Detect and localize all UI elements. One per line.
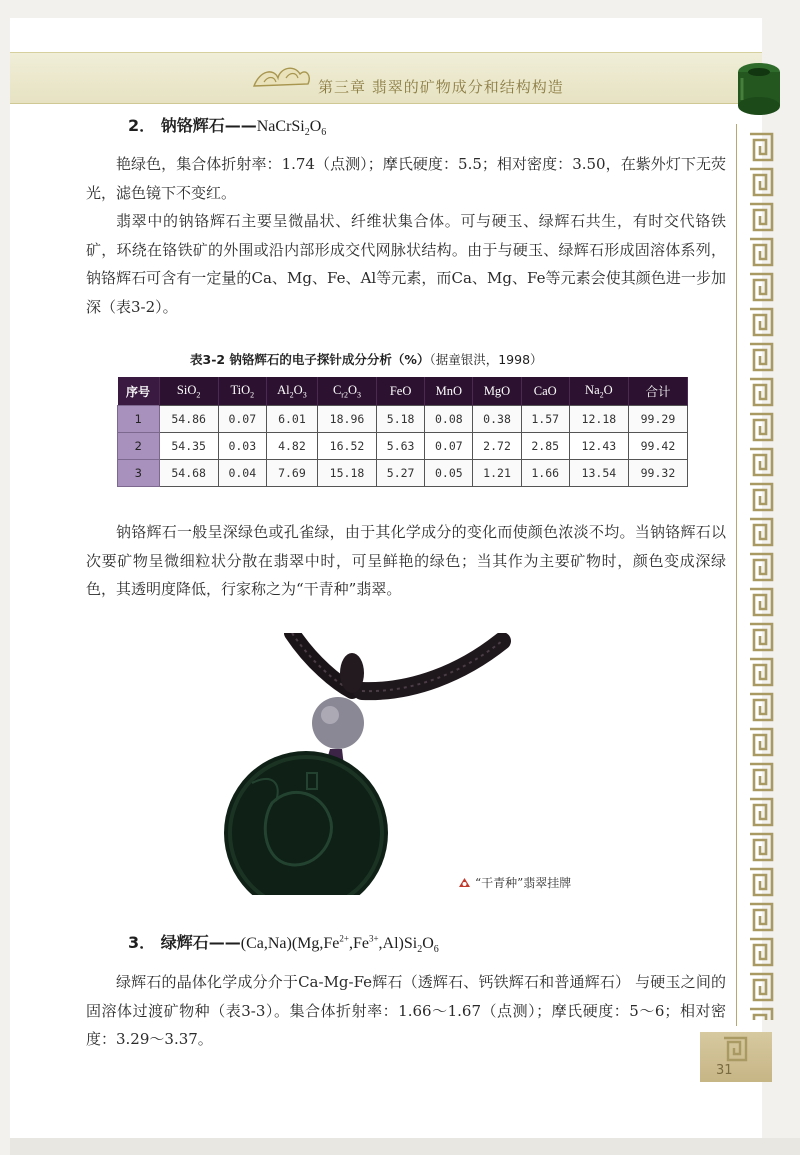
- paragraph-color: 钠铬辉石一般呈深绿色或孔雀绿，由于其化学成分的变化而使颜色浓淡不均。当钠铬辉石以次要矿物呈微细粒状分散在翡翠中时，可呈鲜艳的绿色；当其作为主要矿物时，颜色变成深绿色，其透明度降低，行家称之为“干青种”翡翠。: [86, 523, 726, 598]
- photo-caption-text: “干青种”翡翠挂牌: [475, 876, 572, 890]
- mineral-name: 钠铬辉石: [160, 116, 225, 135]
- table-header-row: [118, 377, 688, 406]
- table-caption: 表3-2 钠铬辉石的电子探针成分分析（%）（据童银洪，1998）: [190, 352, 543, 367]
- value-cell: 12.43: [569, 433, 628, 460]
- value-cell: 18.96: [317, 406, 376, 433]
- value-cell: 0.07: [425, 433, 473, 460]
- value-cell: 99.32: [628, 460, 687, 487]
- column-header: MnO: [425, 377, 473, 406]
- value-cell: 1.57: [521, 406, 569, 433]
- column-header: FeO: [377, 377, 425, 406]
- border-line: [736, 124, 737, 1026]
- heading-dash: ——: [224, 116, 257, 135]
- column-header: $C_{r2}O_3$: [317, 377, 376, 406]
- column-header: 合计: [628, 377, 687, 406]
- section-number: 2．: [128, 116, 156, 135]
- value-cell: 2.72: [473, 433, 521, 460]
- value-cell: 0.05: [425, 460, 473, 487]
- column-header: $Al_2O_3$: [266, 377, 317, 406]
- jade-pendant-photo: [212, 633, 608, 895]
- table-row: [118, 406, 688, 433]
- page-number: 31: [716, 1063, 733, 1078]
- value-cell: 99.29: [628, 406, 687, 433]
- value-cell: 0.07: [218, 406, 266, 433]
- jade-ring-icon: [736, 60, 782, 116]
- camera-marker-icon: [458, 876, 471, 889]
- photo-caption: [458, 874, 571, 891]
- section-2-heading: [128, 113, 326, 138]
- value-cell: 1.21: [473, 460, 521, 487]
- value-cell: 99.42: [628, 433, 687, 460]
- column-header: TiO$_2$: [218, 377, 266, 406]
- value-cell: 0.03: [218, 433, 266, 460]
- table-row: [118, 460, 688, 487]
- mineral-name: 绿辉石: [160, 933, 209, 952]
- value-cell: 0.08: [425, 406, 473, 433]
- chapter-title: 第三章 翡翠的矿物成分和结构构造: [318, 78, 564, 96]
- fret-corner-icon: [722, 1036, 748, 1062]
- column-header: CaO: [521, 377, 569, 406]
- value-cell: 2.85: [521, 433, 569, 460]
- value-cell: 54.35: [159, 433, 218, 460]
- value-cell: 4.82: [266, 433, 317, 460]
- composition-table: [117, 377, 688, 487]
- value-cell: 6.01: [266, 406, 317, 433]
- value-cell: 15.18: [317, 460, 376, 487]
- value-cell: 16.52: [317, 433, 376, 460]
- paragraph-properties: 艳绿色，集合体折射率：1.74（点测）；摩氏硬度：5.5；相对密度：3.50，在紫外灯下无荧光，滤色镜下不变红。: [86, 155, 726, 202]
- column-header: 序号: [118, 377, 160, 406]
- section-number: 3．: [128, 933, 156, 952]
- paragraph-occurrence: 翡翠中的钠铬辉石主要呈微晶状、纤维状集合体。可与硬玉、绿辉石共生，有时交代铬铁矿，环绕在铬铁矿的外围或沿内部形成交代网脉状结构。由于与硬玉、绿辉石形成固溶体系列，钠铬辉石可含有一定量的Ca、Mg、Fe、Al等元素，而Ca、Mg、Fe等元素会使其颜色进一步加深（表3-2）。: [86, 212, 726, 316]
- value-cell: 1.66: [521, 460, 569, 487]
- column-header: MgO: [473, 377, 521, 406]
- row-index-cell: 3: [118, 460, 160, 487]
- value-cell: 12.18: [569, 406, 628, 433]
- row-index-cell: 2: [118, 433, 160, 460]
- column-header: $Na_2O$: [569, 377, 628, 406]
- value-cell: 0.38: [473, 406, 521, 433]
- cloud-ornament-icon: [250, 60, 314, 94]
- value-cell: 13.54: [569, 460, 628, 487]
- heading-dash: ——: [208, 933, 241, 952]
- value-cell: 5.18: [377, 406, 425, 433]
- paragraph-omphacite: 绿辉石的晶体化学成分介于Ca-Mg-Fe辉石（透辉石、钙铁辉石和普通辉石） 与硬玉之间的固溶体过渡矿物种（表3-3）。集合体折射率：1.66～1.67（点测）；摩氏硬度：5～6；相对密度：3.29～3.37。: [86, 973, 726, 1048]
- value-cell: 5.63: [377, 433, 425, 460]
- section-3-heading: [128, 930, 439, 955]
- table-row: [118, 433, 688, 460]
- column-header: SiO$_2$: [159, 377, 218, 406]
- value-cell: 0.04: [218, 460, 266, 487]
- bottom-margin: [10, 1138, 800, 1155]
- mineral-formula: $(Ca,Na)(Mg,Fe^{2+},Fe^{3+},Al)Si_2O_6$: [240, 933, 439, 956]
- mineral-formula: $NaCrSi_2O_6$: [256, 118, 327, 139]
- value-cell: 7.69: [266, 460, 317, 487]
- row-index-cell: 1: [118, 406, 160, 433]
- value-cell: 54.86: [159, 406, 218, 433]
- value-cell: 54.68: [159, 460, 218, 487]
- value-cell: 5.27: [377, 460, 425, 487]
- fret-border-pattern: [744, 130, 778, 1020]
